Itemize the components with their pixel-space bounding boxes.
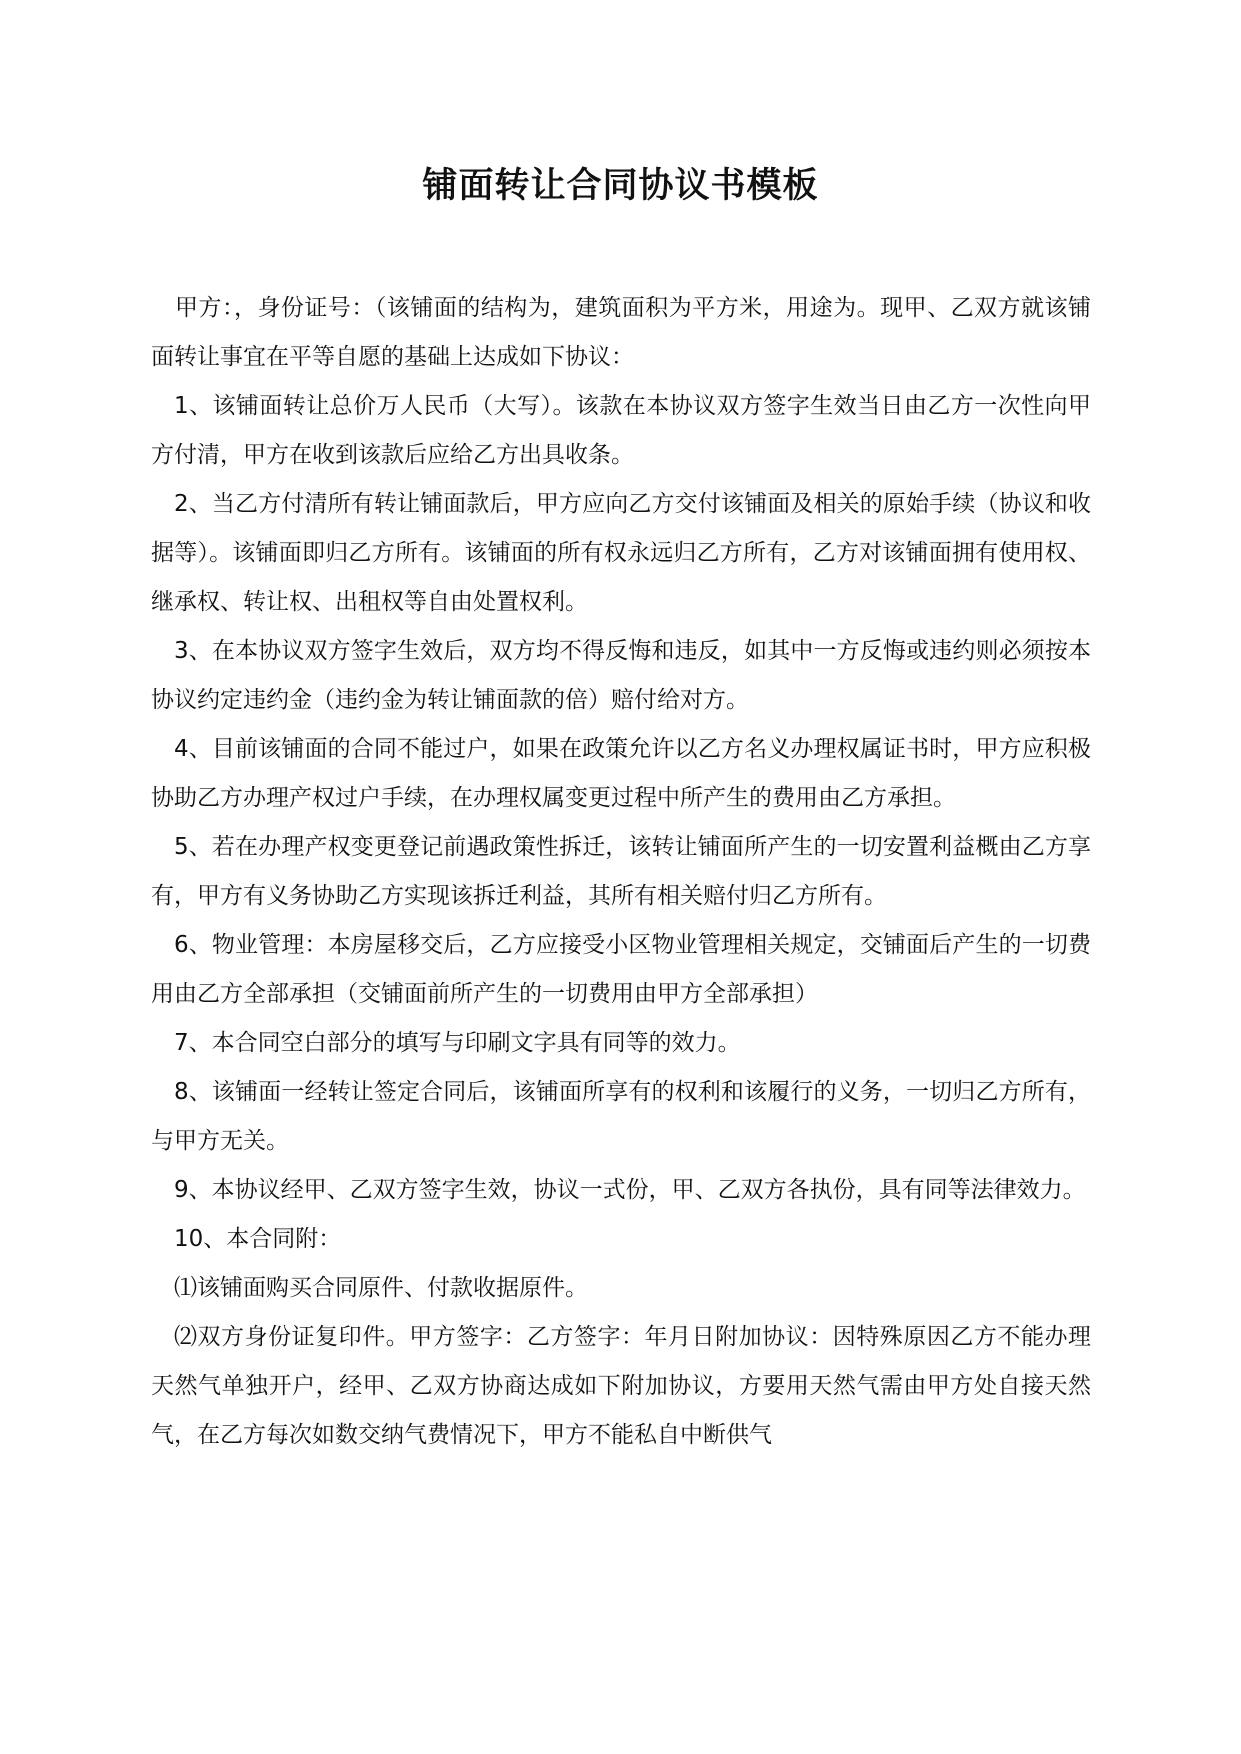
clause-1: 1、该铺面转让总价万人民币（大写）。该款在本协议双方签字生效当日由乙方一次性向甲方付清，甲方在收到该款后应给乙方出具收条。 [151, 393, 1091, 468]
document-body [151, 284, 1091, 1460]
clause-8: 8、该铺面一经转让签定合同后，该铺面所享有的权利和该履行的义务，一切归乙方所有，与甲方无关。 [151, 1079, 1091, 1154]
clause-10: 10、本合同附： [174, 1226, 342, 1252]
attachment-2: ⑵双方身份证复印件。甲方签字：乙方签字：年月日附加协议：因特殊原因乙方不能办理天然气单独开户，经甲、乙双方协商达成如下附加协议，方要用天然气需由甲方处自接天然气，在乙方每次如数交纳气费情况下，甲方不能私自中断供气 [151, 1324, 1091, 1448]
intro-paragraph: 甲方：，身份证号：（该铺面的结构为，建筑面积为平方米，用途为。现甲、乙双方就该铺面转让事宜在平等自愿的基础上达成如下协议： [151, 295, 1091, 370]
clause-2: 2、当乙方付清所有转让铺面款后，甲方应向乙方交付该铺面及相关的原始手续（协议和收据等）。该铺面即归乙方所有。该铺面的所有权永远归乙方所有，乙方对该铺面拥有使用权、继承权、转让权、出租权等自由处置权利。 [151, 491, 1091, 615]
attachment-1: ⑴该铺面购买合同原件、付款收据原件。 [174, 1275, 588, 1301]
clause-9: 9、本协议经甲、乙双方签字生效，协议一式份，甲、乙双方各执份，具有同等法律效力。 [174, 1177, 1086, 1203]
clause-3: 3、在本协议双方签字生效后，双方均不得反悔和违反，如其中一方反悔或违约则必须按本协议约定违约金（违约金为转让铺面款的倍）赔付给对方。 [151, 638, 1091, 713]
clause-7: 7、本合同空白部分的填写与印刷文字具有同等的效力。 [174, 1030, 741, 1056]
document-title: 铺面转让合同协议书模板 [422, 166, 819, 206]
clause-4: 4、目前该铺面的合同不能过户，如果在政策允许以乙方名义办理权属证书时，甲方应积极协助乙方办理产权过户手续，在办理权属变更过程中所产生的费用由乙方承担。 [151, 736, 1091, 811]
clause-6: 6、物业管理：本房屋移交后，乙方应接受小区物业管理相关规定，交铺面后产生的一切费用由乙方全部承担（交铺面前所产生的一切费用由甲方全部承担） [151, 932, 1091, 1007]
clause-5: 5、若在办理产权变更登记前遇政策性拆迁，该转让铺面所产生的一切安置利益概由乙方享有，甲方有义务协助乙方实现该拆迁利益，其所有相关赔付归乙方所有。 [151, 834, 1091, 909]
